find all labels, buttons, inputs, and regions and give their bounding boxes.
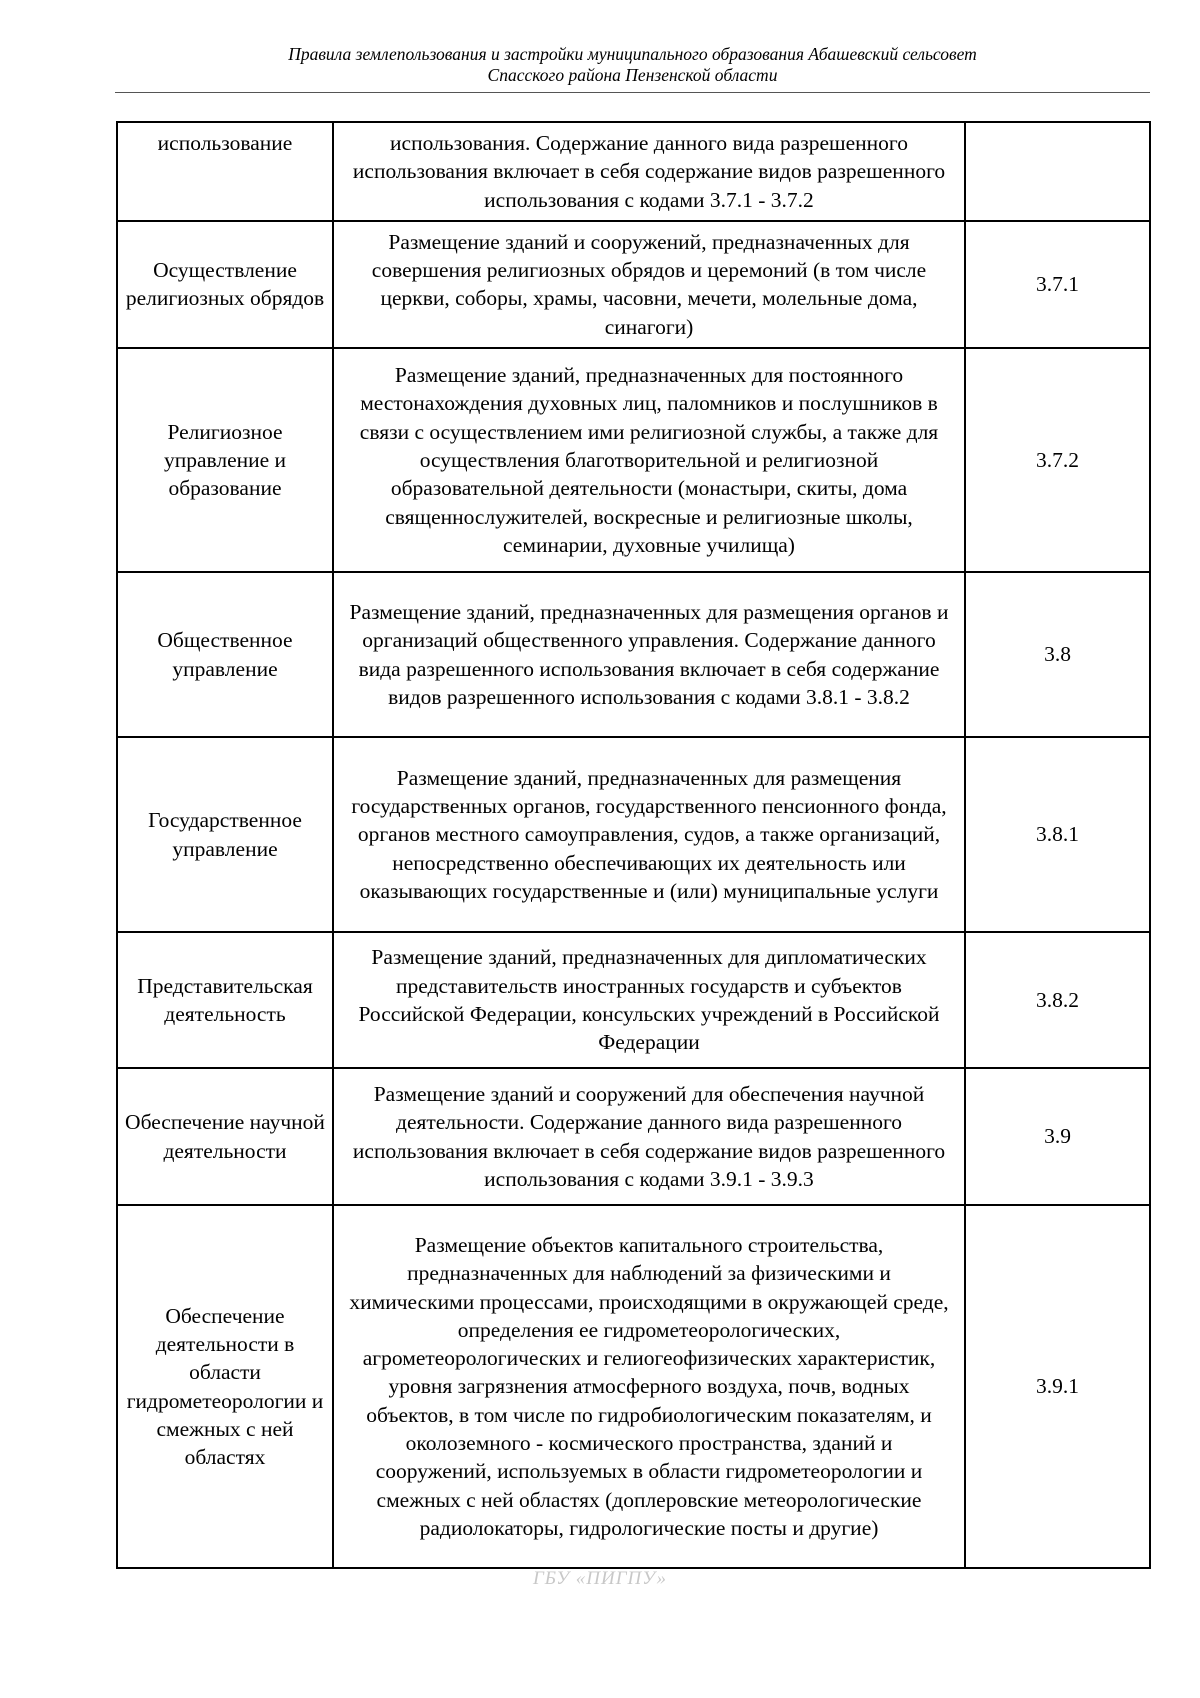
- use-type-code: 3.8.1: [965, 737, 1150, 932]
- use-type-code: 3.7.1: [965, 221, 1150, 348]
- table-row: [117, 348, 1150, 572]
- use-type-description: использования. Содержание данного вида разрешенного использования включает в себя содержание видов разрешенного использования с кодами 3.7.1 - 3.7.2: [333, 122, 965, 221]
- table-row: [117, 1068, 1150, 1205]
- table-row: [117, 221, 1150, 348]
- use-type-code: 3.9.1: [965, 1205, 1150, 1568]
- land-use-table: [116, 121, 1151, 1569]
- use-type-code: 3.8: [965, 572, 1150, 737]
- use-type-description: Размещение зданий, предназначенных для размещения государственных органов, государственного пенсионного фонда, органов местного самоуправления, судов, а также организаций, непосредственно обеспечивающих их деятельность или оказывающих государственные и (или) муниципальные услуги: [333, 737, 965, 932]
- use-type-description: Размещение зданий, предназначенных для размещения органов и организаций общественного управления. Содержание данного вида разрешенного использования включает в себя содержание видов разрешенного использования с кодами 3.8.1 - 3.8.2: [333, 572, 965, 737]
- use-type-name: Религиозное управление и образование: [117, 348, 333, 572]
- use-type-name: Обеспечение научной деятельности: [117, 1068, 333, 1205]
- table-row: [117, 1205, 1150, 1568]
- use-type-description: Размещение зданий, предназначенных для постоянного местонахождения духовных лиц, паломников и послушников в связи с осуществлением ими религиозной службы, а также для осуществления благотворительной и религиозной образовательной деятельности (монастыри, скиты, дома священнослужителей, воскресные и религиозные школы, семинарии, духовные училища): [333, 348, 965, 572]
- header-line-2: Спасского района Пензенской области: [487, 65, 778, 85]
- use-type-name: Представительская деятельность: [117, 932, 333, 1068]
- page-footer-watermark: ГБУ «ПИГПУ»: [532, 1568, 668, 1589]
- table-row: [117, 572, 1150, 737]
- use-type-description: Размещение зданий, предназначенных для дипломатических представительств иностранных государств и субъектов Российской Федерации, консульских учреждений в Российской Федерации: [333, 932, 965, 1068]
- use-type-code: 3.8.2: [965, 932, 1150, 1068]
- use-type-code: 3.7.2: [965, 348, 1150, 572]
- use-type-name: Государственное управление: [117, 737, 333, 932]
- table-row: [117, 122, 1150, 221]
- use-type-name: Общественное управление: [117, 572, 333, 737]
- use-type-name: Осуществление религиозных обрядов: [117, 221, 333, 348]
- table-row: [117, 737, 1150, 932]
- use-type-code: 3.9: [965, 1068, 1150, 1205]
- use-type-description: Размещение зданий и сооружений, предназначенных для совершения религиозных обрядов и церемоний (в том числе церкви, соборы, храмы, часовни, мечети, молельные дома, синагоги): [333, 221, 965, 348]
- page-header: [115, 44, 1150, 93]
- use-type-description: Размещение объектов капитального строительства, предназначенных для наблюдений за физическими и химическими процессами, происходящими в окружающей среде, определения ее гидрометеорологических, агрометеорологических и гелиогеофизических характеристик, уровня загрязнения атмосферного воздуха, почв, водных объектов, в том числе по гидробиологическим показателям, и околоземного - космического пространства, зданий и сооружений, используемых в области гидрометеорологии и смежных с ней областях (доплеровские метеорологические радиолокаторы, гидрологические посты и другие): [333, 1205, 965, 1568]
- use-type-name: использование: [117, 122, 333, 221]
- use-type-name: Обеспечение деятельности в области гидрометеорологии и смежных с ней областях: [117, 1205, 333, 1568]
- use-type-code: [965, 122, 1150, 221]
- use-type-description: Размещение зданий и сооружений для обеспечения научной деятельности. Содержание данного вида разрешенного использования включает в себя содержание видов разрешенного использования с кодами 3.9.1 - 3.9.3: [333, 1068, 965, 1205]
- header-line-1: Правила землепользования и застройки муниципального образования Абашевский сельсовет: [288, 44, 977, 64]
- table-row: [117, 932, 1150, 1068]
